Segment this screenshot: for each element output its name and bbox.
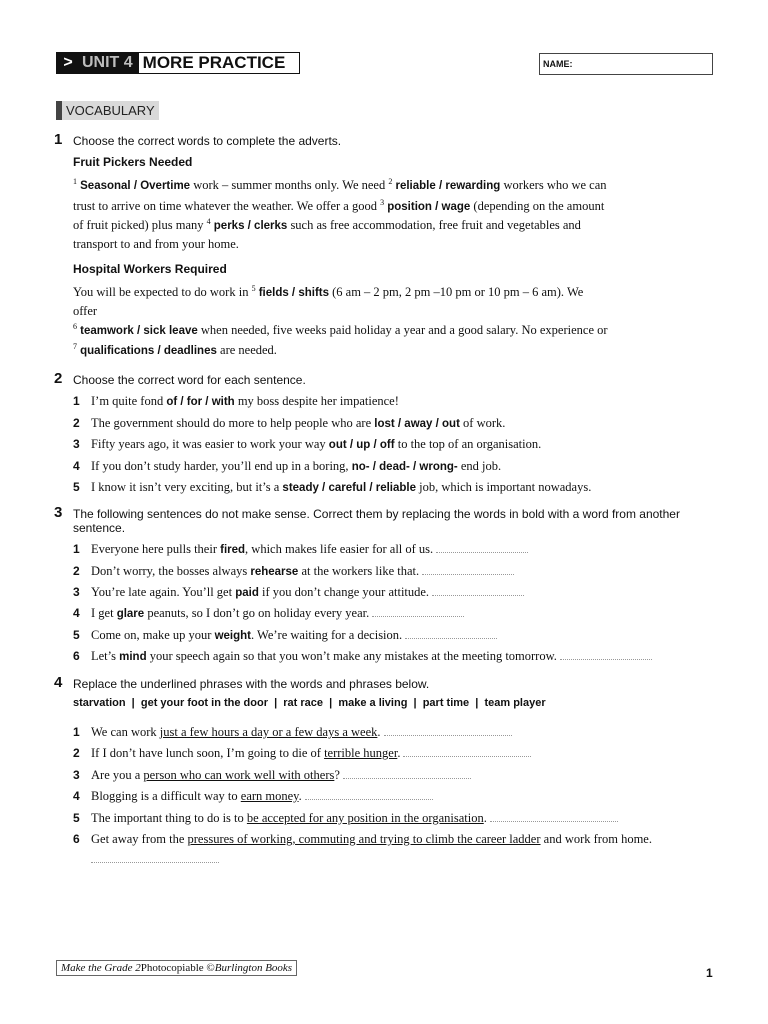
text: . xyxy=(397,746,401,760)
item-number: 4 xyxy=(73,789,80,803)
name-field[interactable] xyxy=(539,53,713,75)
list-item xyxy=(73,768,471,783)
text: (depending on the amount xyxy=(470,199,605,214)
list-item xyxy=(73,480,591,495)
arrow-icon: > xyxy=(57,53,79,73)
option-choice[interactable]: perks / clerks xyxy=(213,220,288,233)
bold-word: fired xyxy=(220,544,246,556)
advert-line: $^6$ teamwork / sick leave when needed, five weeks paid holiday a year and a good salary. No experience or xyxy=(73,322,608,338)
page-title: MORE PRACTICE xyxy=(142,53,286,72)
footer-text: Photocopiable © xyxy=(140,962,215,974)
item-number: 2 xyxy=(73,416,80,430)
text: of work. xyxy=(459,416,506,430)
option-choice[interactable]: Seasonal / Overtime xyxy=(80,180,191,193)
text: We can work xyxy=(91,725,160,739)
answer-line[interactable] xyxy=(436,543,528,553)
text: Come on, make up your xyxy=(91,628,215,642)
option-choice[interactable]: steady / careful / reliable xyxy=(282,482,417,494)
underlined-phrase: terrible hunger xyxy=(324,746,398,760)
text: Don’t worry, the bosses always xyxy=(91,564,251,578)
text: , which makes life easier for all of us. xyxy=(245,542,434,556)
list-item xyxy=(73,789,433,804)
text: such as free accommodation, free fruit and vegetables and xyxy=(287,218,581,233)
option-choice[interactable]: lost / away / out xyxy=(374,418,460,430)
option-choice[interactable]: teamwork / sick leave xyxy=(80,325,198,338)
text: I’m quite fond xyxy=(91,394,167,408)
text: work – summer months only. We need xyxy=(190,178,389,193)
list-item xyxy=(73,746,531,761)
answer-line[interactable] xyxy=(403,747,531,757)
option-choice[interactable]: of / for / with xyxy=(166,396,235,408)
unit-number: UNIT 4 xyxy=(78,53,139,73)
brand-name: Make the Grade 2 xyxy=(61,962,141,974)
answer-line[interactable] xyxy=(91,853,219,863)
text: of fruit picked) plus many xyxy=(73,218,207,233)
text: . We’re waiting for a decision. xyxy=(251,628,403,642)
item-number: 1 xyxy=(73,394,80,408)
option-choice[interactable]: fields / shifts xyxy=(258,287,329,300)
answer-line[interactable] xyxy=(343,769,471,779)
answer-line[interactable] xyxy=(490,812,618,822)
item-number: 5 xyxy=(73,811,80,825)
text: You’re late again. You’ll get xyxy=(91,585,236,599)
answer-line[interactable] xyxy=(305,790,433,800)
underlined-phrase: earn money xyxy=(240,789,299,803)
answer-line[interactable] xyxy=(422,565,514,575)
option-choice[interactable]: qualifications / deadlines xyxy=(80,345,217,358)
list-item xyxy=(73,628,497,643)
item-number: 2 xyxy=(73,564,80,578)
advert-title: Hospital Workers Required xyxy=(73,262,227,276)
exercise-instruction: sentence. xyxy=(73,521,126,535)
text: workers who we can xyxy=(500,178,607,193)
list-item xyxy=(73,649,652,664)
item-number: 6 xyxy=(73,649,80,663)
item-number: 2 xyxy=(73,746,80,760)
item-number: 4 xyxy=(73,606,80,620)
item-number: 1 xyxy=(73,542,80,556)
text: if you don’t change your attitude. xyxy=(258,585,430,599)
option-choice[interactable]: out / up / off xyxy=(328,439,395,451)
advert-line: $^1$ Seasonal / Overtime work – summer months only. We need $^2$ reliable / rewarding workers who we can xyxy=(73,177,607,193)
answer-line[interactable] xyxy=(384,726,512,736)
answer-line[interactable] xyxy=(372,607,464,617)
list-item xyxy=(73,606,464,621)
list-item xyxy=(73,725,512,740)
text: Get away from the xyxy=(91,832,188,846)
answer-line[interactable] xyxy=(405,629,497,639)
text: your speech again so that you won’t make any mistakes at the meeting tomorrow. xyxy=(146,649,557,663)
underlined-phrase: just a few hours a day or a few days a week xyxy=(159,725,378,739)
text: I know it isn’t very exciting, but it’s a xyxy=(91,480,283,494)
exercise-number: 2 xyxy=(54,370,63,387)
advert-line: $^7$ qualifications / deadlines are needed. xyxy=(73,342,277,358)
bold-word: paid xyxy=(235,587,259,599)
section-heading xyxy=(56,101,159,120)
advert-line: offer xyxy=(73,304,98,318)
text: ? xyxy=(334,768,340,782)
unit-header xyxy=(56,52,300,74)
underlined-phrase: person who can work well with others xyxy=(143,768,335,782)
item-number: 3 xyxy=(73,585,80,599)
exercise-number: 3 xyxy=(54,504,63,521)
underlined-phrase: pressures of working, commuting and trying to climb the career ladder xyxy=(187,832,541,846)
underlined-phrase: be accepted for any position in the organisation xyxy=(246,811,484,825)
advert-line: You will be expected to do work in $^5$ fields / shifts (6 am – 2 pm, 2 pm –10 pm or 10 pm – 6 am). We xyxy=(73,284,584,300)
item-number: 3 xyxy=(73,437,80,451)
text: Blogging is a difficult way to xyxy=(91,789,241,803)
text: at the workers like that. xyxy=(298,564,420,578)
text: and work from home. xyxy=(540,832,652,846)
text: peanuts, so I don’t go on holiday every year. xyxy=(144,606,370,620)
name-label: NAME: xyxy=(543,59,573,69)
exercise-number: 1 xyxy=(54,131,63,148)
page-number: 1 xyxy=(706,966,713,980)
text: Fifty years ago, it was easier to work your way xyxy=(91,437,329,451)
list-item xyxy=(73,564,514,579)
text: (6 am – 2 pm, 2 pm –10 pm or 10 pm – 6 am). We xyxy=(329,285,584,300)
text: The important thing to do is to xyxy=(91,811,247,825)
text: . xyxy=(483,811,487,825)
text: end job. xyxy=(457,459,502,473)
option-choice[interactable]: position / wage xyxy=(387,201,471,214)
exercise-instruction: The following sentences do not make sense. Correct them by replacing the words in bold with a word from another xyxy=(73,507,680,521)
exercise-instruction: Choose the correct word for each sentence. xyxy=(73,373,306,387)
text: Let’s xyxy=(91,649,120,663)
advert-line: transport to and from your home. xyxy=(73,237,239,251)
text: . xyxy=(377,725,381,739)
list-item xyxy=(73,416,505,431)
text: trust to arrive on time whatever the weather. We offer a good xyxy=(73,199,381,214)
answer-line-row xyxy=(91,850,219,868)
item-number: 1 xyxy=(73,725,80,739)
text: The government should do more to help people who are xyxy=(91,416,375,430)
text: If I don’t have lunch soon, I’m going to die of xyxy=(91,746,325,760)
list-item xyxy=(73,811,618,826)
text: I get xyxy=(91,606,117,620)
text: to the top of an organisation. xyxy=(394,437,542,451)
list-item xyxy=(73,437,541,452)
footer-credit xyxy=(56,960,297,976)
exercise-number: 4 xyxy=(54,674,63,691)
option-choice[interactable]: reliable / rewarding xyxy=(395,180,501,193)
text: my boss despite her impatience! xyxy=(234,394,399,408)
item-number: 5 xyxy=(73,628,80,642)
answer-line[interactable] xyxy=(560,650,652,660)
publisher-name: Burlington Books xyxy=(214,962,293,974)
option-choice[interactable]: no- / dead- / wrong- xyxy=(351,461,458,473)
item-number: 3 xyxy=(73,768,80,782)
advert-line: of fruit picked) plus many $^4$ perks / clerks such as free accommodation, free fruit and vegetables and xyxy=(73,217,581,233)
text: are needed. xyxy=(216,343,277,358)
text: Are you a xyxy=(91,768,144,782)
word-bank: starvation | get your foot in the door | rat race | make a living | part time | team player xyxy=(73,697,546,709)
text: . xyxy=(298,789,302,803)
text: when needed, five weeks paid holiday a year and a good salary. No experience or xyxy=(197,323,608,338)
item-number: 4 xyxy=(73,459,80,473)
bold-word: mind xyxy=(119,651,147,663)
advert-title: Fruit Pickers Needed xyxy=(73,155,193,169)
bold-word: weight xyxy=(214,630,252,642)
text: job, which is important nowadays. xyxy=(416,480,592,494)
advert-line: trust to arrive on time whatever the weather. We offer a good $^3$ position / wage (depending on the amount xyxy=(73,198,605,214)
exercise-instruction: Choose the correct words to complete the adverts. xyxy=(73,134,342,148)
text: If you don’t study harder, you’ll end up in a boring, xyxy=(91,459,352,473)
list-item xyxy=(73,832,652,847)
item-number: 5 xyxy=(73,480,80,494)
exercise-instruction: Replace the underlined phrases with the words and phrases below. xyxy=(73,677,430,691)
bold-word: rehearse xyxy=(250,566,299,578)
item-number: 6 xyxy=(73,832,80,846)
answer-line[interactable] xyxy=(432,586,524,596)
list-item xyxy=(73,459,501,474)
list-item xyxy=(73,394,399,409)
text: Everyone here pulls their xyxy=(91,542,221,556)
section-title: VOCABULARY xyxy=(62,101,159,120)
list-item xyxy=(73,542,528,557)
text: You will be expected to do work in xyxy=(73,285,252,300)
bold-word: glare xyxy=(116,608,145,620)
list-item xyxy=(73,585,524,600)
